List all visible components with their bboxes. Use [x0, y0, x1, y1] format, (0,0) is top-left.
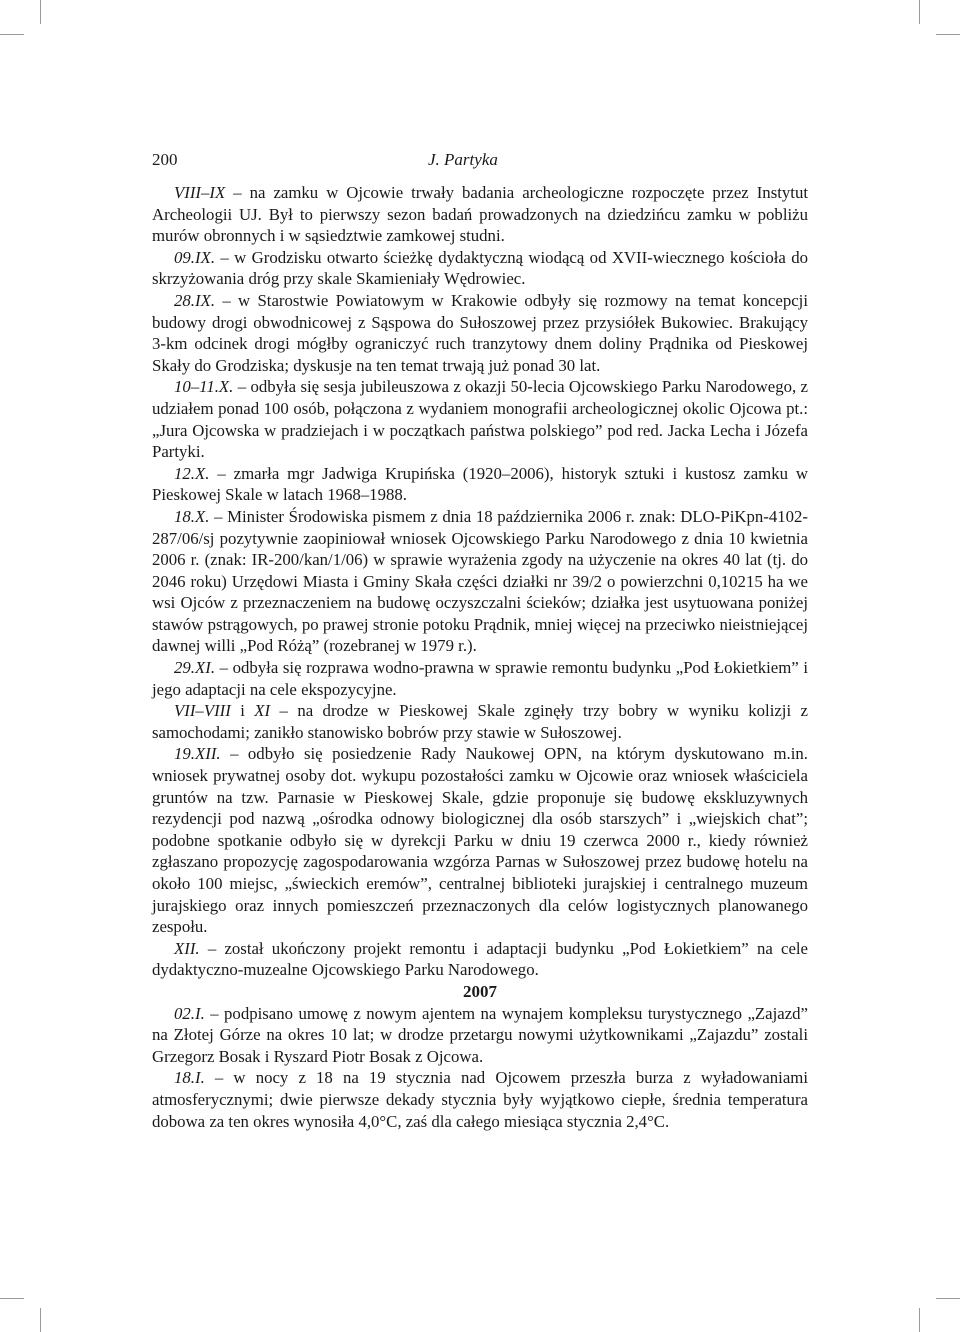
entry	[152, 290, 808, 376]
crop-mark-bottom-right	[919, 1308, 920, 1332]
entry-date: XII.	[174, 938, 200, 958]
entry-text: – zmarła mgr Jadwiga Krupińska (1920–2006), historyk sztuki i kustosz zamku w Pieskowej Skale w latach 1968–1988.	[152, 463, 808, 505]
entry-text: – odbyła się sesja jubileuszowa z okazji 50-lecia Ojcowskiego Parku Narodowego, z udziałem ponad 100 osób, połączona z wydaniem monografii archeologicznej okolic Ojcowa pt.: „Jura Ojcowska w pradziejach i w początkach państwa polskiego” pod red. Jacka Lecha i Józefa Partyki.	[152, 377, 808, 462]
entry-date: 12.X.	[174, 463, 210, 483]
entry-text: – podpisano umowę z nowym ajentem na wynajem kompleksu turystycznego „Zajazd” na Złotej Górze na okres 10 lat; w drodze przetargu nowymi użytkownikami „Zajazdu” zostali Grzegorz Bosak i Ryszard Piotr Bosak z Ojcowa.	[152, 1003, 808, 1066]
entry-date: VII–VIII	[174, 701, 231, 721]
body-text	[152, 182, 808, 1132]
entry-date: 19.XII.	[174, 744, 221, 764]
entry-date: 10–11.X.	[174, 377, 234, 397]
crop-mark-top-right	[919, 0, 920, 24]
entry-text: – Minister Środowiska pismem z dnia 18 października 2006 r. znak: DLO-PiKpn-4102-287/06/sj pozytywnie zaopiniował wniosek Ojcowskiego Parku Narodowego z dnia 10 kwietnia 2006 r. (znak: IR-200/kan/1/06) w sprawie wyrażenia zgody na użyczenie na okres 40 lat (tj. do 2046 roku) Urzędowi Miasta i Gminy Skała części działki nr 39/2 o powierzchni 0,10215 ha we wsi Ojców z przeznaczeniem na budowę oczyszczalni ścieków; działka jest usytuowana poniżej stawów pstrągowych, po prawej stronie potoku Prądnik, mniej więcej na przeciwko nieistniejącej dawnej willi „Pod Różą” (rozebranej w 1979 r.).	[152, 506, 808, 656]
entry-text: – w nocy z 18 na 19 stycznia nad Ojcowem przeszła burza z wyładowaniami atmosferycznymi; dwie pierwsze dekady stycznia były wyjątkowo ciepłe, średnia temperatura dobowa za ten okres wynosiła 4,0°C, zaś dla całego miesiąca stycznia 2,4°C.	[152, 1068, 808, 1131]
entry-text: – odbyło się posiedzenie Rady Naukowej OPN, na którym dyskutowano m.in. wniosek prywatnej osoby dot. wykupu pozostałości zamku w Ojcowie oraz wniosek właściciela gruntów na tzw. Parnasie w Pieskowej Skale, gdzie proponuje się budowę ekskluzywnych rezydencji pod nazwą „ośrodka odnowy biologicznej dla osób starszych” i „wiejskich chat”; podobne spotkanie odbyło się w dyrekcji Parku w dniu 19 czerwca 2000 r., kiedy również zgłaszano propozycję zagospodarowania wzgórza Parnas w Sułoszowej przez budowę hotelu na około 100 miejsc, „świeckich eremów”, centralnej biblioteki jurajskiej i centralnego muzeum jurajskiego oraz innych pomieszczeń przeznaczonych dla celów logistycznych planowanego zespołu.	[152, 744, 808, 937]
entry-date: 09.IX.	[174, 247, 216, 267]
entry-text: – w Grodzisku otwarto ścieżkę dydaktyczną wiodącą od XVII-wiecznego kościoła do skrzyżowania dróg przy skale Skamieniały Wędrowiec.	[152, 247, 808, 289]
entry	[152, 657, 808, 700]
entry-date: VIII–IX	[174, 183, 226, 202]
entry	[152, 1067, 808, 1132]
entry	[152, 506, 808, 657]
entry-date-second: XI	[254, 701, 271, 721]
entry	[152, 700, 808, 743]
page-number: 200	[152, 150, 178, 169]
entry-text: – został ukończony projekt remontu i adaptacji budynku „Pod Łokietkiem” na cele dydaktyczno-muzealne Ojcowskiego Parku Narodowego.	[152, 938, 808, 980]
year-heading: 2007	[463, 981, 497, 1001]
entry-date: 18.X.	[174, 506, 210, 526]
page-header	[152, 150, 808, 174]
entry	[152, 463, 808, 506]
crop-mark-bottom-left-h	[0, 1298, 24, 1299]
entry-text: – odbyła się rozprawa wodno-prawna w sprawie remontu budynku „Pod Łokietkiem” i jego adaptacji na cele ekspozycyjne.	[152, 658, 808, 699]
running-head: J. Partyka	[428, 150, 498, 169]
entry-date: 18.I.	[174, 1068, 205, 1088]
crop-mark-top-right-h	[936, 34, 960, 35]
entry	[152, 376, 808, 462]
entry-text: – na drodze w Pieskowej Skale zginęły trzy bobry w wyniku kolizji z samochodami; zanikło stanowisko bobrów przy stawie w Sułoszowej.	[152, 701, 808, 742]
entry-date: 28.IX.	[174, 290, 216, 310]
entry	[152, 247, 808, 290]
crop-mark-top-left-h	[0, 34, 24, 35]
entry	[152, 1003, 808, 1068]
entry-text: – na zamku w Ojcowie trwały badania archeologiczne rozpoczęte przez Instytut Archeologii UJ. Był to pierwszy sezon badań prowadzonych na dziedzińcu zamku w pobliżu murów obronnych i w sąsiedztwie zamkowej studni.	[152, 183, 808, 246]
entry	[152, 743, 808, 937]
entry	[152, 182, 808, 247]
entry	[152, 938, 808, 981]
crop-mark-bottom-right-h	[936, 1298, 960, 1299]
crop-mark-bottom-left	[40, 1308, 41, 1332]
entry-text: – w Starostwie Powiatowym w Krakowie odbyły się rozmowy na temat koncepcji budowy drogi obwodnicowej z Sąspowa do Sułoszowej przez przysiółek Bukowiec. Brakujący 3-km odcinek drogi mógłby ograniczyć ruch tranzytowy dnem doliny Prądnika od Pieskowej Skały do Grodziska; dyskusje na ten temat trwają już ponad 30 lat.	[152, 290, 808, 375]
entry-date: 02.I.	[174, 1003, 205, 1023]
crop-mark-top-left	[40, 0, 41, 24]
entry-connector: i	[230, 701, 255, 721]
entry-date: 29.XI.	[174, 658, 216, 678]
